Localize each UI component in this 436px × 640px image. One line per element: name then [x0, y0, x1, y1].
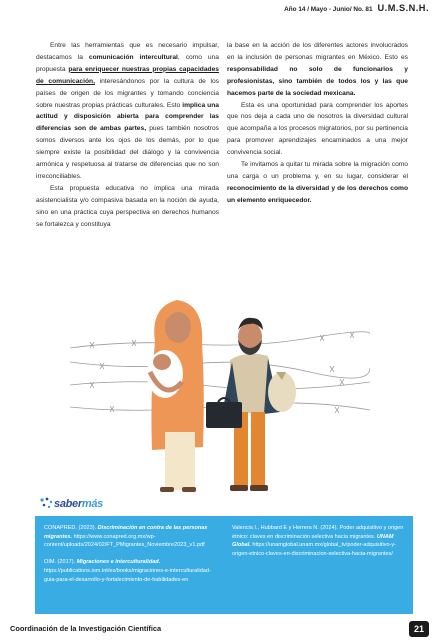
saber-mas-logo	[38, 496, 103, 512]
bold-run: responsabilidad no solo de funcionarios y profesionistas, sino también de todos los y las que hacemos parte de la sociedad mexicana.	[227, 65, 408, 97]
institution-name: U.M.S.N.H.	[377, 3, 429, 13]
ref-author: Valencia I., Hubbard E y Herrera N. (2024). Poder adquisitivo y origen étnico: claves en discriminación selectiva hacia migrantes.	[232, 525, 404, 540]
logo-part-1: saber	[54, 498, 82, 510]
bold-run: reconocimiento de la diversidad y de los derechos como un elemento enriquecedor.	[227, 184, 408, 204]
logo-dots-icon	[38, 496, 54, 512]
left-paragraph-2: Esta propuesta educativa no implica una mirada asistencialista y/o compasiva basada en la noción de ayuda, sino en una práctica cuya perspectiva en derechos humanos se fortalezca y constituya	[36, 184, 219, 228]
barb-marks	[90, 332, 354, 413]
footer-text: Coordinación de la Investigación Científica	[10, 624, 162, 633]
ref-author: OIM. (2017).	[44, 559, 77, 566]
ref-link[interactable]: https://publications.iom.int/es/books/migraciones-e-interculturalidad-guia-para-el-desarrollo-y-fortalecimiento-de-habilidades-en	[44, 567, 211, 583]
page-header	[284, 3, 429, 23]
ref-link[interactable]: https://www.conapred.org.mx/wp-content/uploads/2024/02/FT_PMigrantes_Noviembre2023_v1.pdf	[44, 533, 205, 549]
logo-wordmark	[54, 498, 103, 510]
text-run: , como una propuesta	[36, 53, 219, 73]
page-number-badge: 21	[409, 621, 429, 637]
bold-run: implica una actitud y disposición abierta para comprender las diferencias son de ambas partes,	[36, 101, 219, 133]
left-column	[36, 40, 219, 231]
text-run: la base en la acción de los diferentes actores involucrados en la inclusión de personas migrantes en México. Esto es	[227, 42, 408, 61]
ref-author: CONAPRED. (2023).	[44, 525, 98, 531]
logo-part-2: más	[81, 498, 103, 510]
reference-item	[232, 524, 407, 559]
references-right	[232, 524, 407, 567]
right-paragraph-3	[227, 159, 408, 207]
migrant-family-illustration	[70, 282, 370, 494]
ref-title: Migraciones e interculturalidad.	[76, 559, 161, 566]
text-run: Te invitamos a quitar tu mirada sobre la migración como una carga o un problema y, en su lugar, considerar el	[227, 161, 408, 180]
text-run: interesándonos por la cultura de los países de origen de los migrantes y tomando conciencia sobre nuestras propias prácticas culturales. Esto	[36, 77, 220, 109]
ref-title: Discriminación en contra de las personas migrantes.	[44, 525, 208, 540]
text-run: Entre las herramientas que es necesario impulsar, destacamos la	[36, 42, 219, 61]
baby-figure	[147, 350, 183, 398]
bold-run: para enriquecer nuestras propias capacidades de comunicación,	[36, 65, 219, 85]
ref-link[interactable]: https://unamglobal.unam.mx/global_tv/poder-adquisitivo-y-origen-etnico-claves-en-discriminacion-selectiva-hacia-migrantes/	[232, 542, 397, 558]
reference-item	[44, 558, 214, 584]
right-paragraph-2: Esta es una oportunidad para comprender los aportes que nos deja a cada uno de nosotros la diversidad cultural que acompaña a los procesos migratorios, por su pertinencia para promover aprendizajes encaminados a una mejor convivencia social.	[227, 101, 408, 157]
left-paragraph-1	[36, 40, 219, 183]
references-left	[44, 524, 214, 592]
references-box	[35, 516, 413, 614]
ref-title: UNAM Global.	[232, 533, 394, 549]
bold-run: comunicación intercultural	[88, 53, 178, 61]
reference-item	[44, 524, 214, 550]
page-footer	[0, 620, 436, 640]
right-paragraph-1	[227, 40, 408, 100]
right-column	[227, 40, 408, 207]
man-figure	[206, 318, 296, 491]
issue-info: Año 14 / Mayo - Junio/ No. 81	[284, 6, 373, 13]
text-run: pues también nosotros somos diversos ante los ojos de los demás, por lo que siempre existe la posibilidad del diálogo y la convivencia armónica y respetuosa al tratarse de diferencias que no son irreconciliables.	[36, 125, 219, 180]
